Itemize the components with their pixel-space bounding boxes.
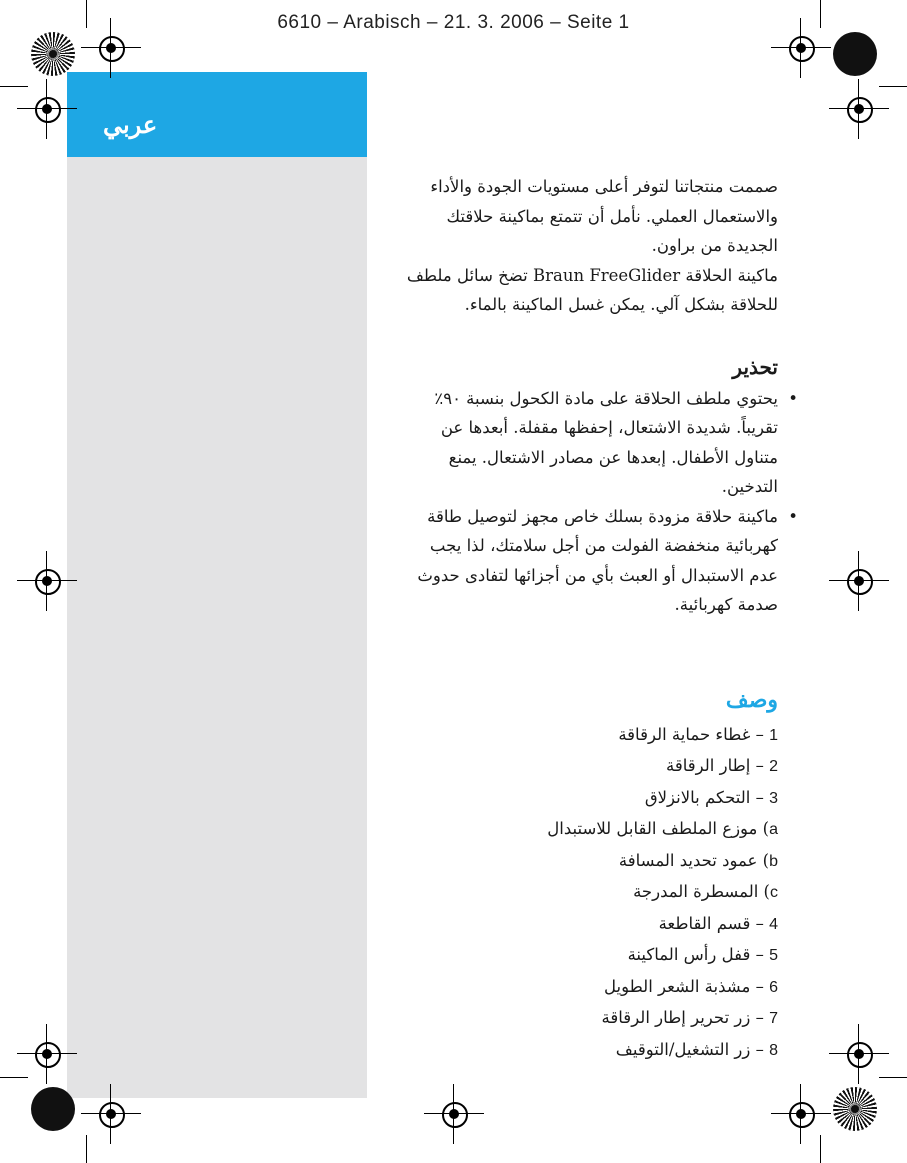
intro-paragraph-1: صممت منتجاتنا لتوفر أعلى مستويات الجودة والأداء والاستعمال العملي. نأمل أن تتمتع بماكينة حلاقتك الجديدة من براون. xyxy=(430,177,778,255)
part-separator: ) xyxy=(757,850,770,870)
part-separator: – xyxy=(750,724,770,744)
part-separator: – xyxy=(750,756,770,775)
warning-item-text: ماكينة حلاقة مزودة بسلك خاص مجهز لتوصيل طاقة كهربائية منخفضة الفولت من أجل سلامتك، لذا يجب عدم الاستبدال أو العبث بأي من أجزائها لتفادى حدوث صدمة كهربائية. xyxy=(417,506,778,614)
part-subitem xyxy=(398,846,778,878)
part-item xyxy=(398,1035,778,1067)
part-label: زر التشغيل/التوقيف xyxy=(615,1039,751,1059)
part-separator: – xyxy=(750,976,770,996)
part-separator: – xyxy=(750,787,770,807)
part-subitem xyxy=(398,877,778,909)
registration-dot-icon xyxy=(833,32,877,76)
crop-mark xyxy=(0,86,28,87)
main-content xyxy=(398,172,798,1066)
part-label: قفل رأس الماكينة xyxy=(627,945,751,964)
part-number: 4 xyxy=(769,915,778,933)
part-item xyxy=(398,972,778,1004)
registration-crosshair-icon xyxy=(843,565,875,597)
part-number: 3 xyxy=(769,789,778,807)
bullet-dot: • xyxy=(788,506,798,526)
part-number: b xyxy=(769,852,778,870)
part-label: التحكم بالانزلاق xyxy=(644,787,751,807)
registration-crosshair-icon xyxy=(843,93,875,125)
crop-mark xyxy=(820,1135,821,1163)
registration-crosshair-icon xyxy=(843,1038,875,1070)
part-separator: – xyxy=(750,913,770,933)
registration-starburst-icon xyxy=(833,1087,877,1131)
part-label: عمود تحديد المسافة xyxy=(618,850,758,870)
part-separator: – xyxy=(750,1008,770,1027)
part-label: غطاء حماية الرقاقة xyxy=(618,724,751,744)
part-number: 8 xyxy=(769,1041,778,1059)
part-number: 5 xyxy=(769,947,778,964)
part-number: a xyxy=(769,821,778,838)
registration-crosshair-icon xyxy=(95,32,127,64)
registration-crosshair-icon xyxy=(785,1098,817,1130)
part-label: زر تحرير إطار الرقاقة xyxy=(601,1008,751,1027)
warning-item-text: يحتوي ملطف الحلاقة على مادة الكحول بنسبة ٩٠٪ تقريباً. شديدة الاشتعال، إحفظها مقفلة. أبعدها عن متناول الأطفال. إبعدها عن مصادر الاشتعال. يمنع التدخين. xyxy=(434,388,778,496)
registration-crosshair-icon xyxy=(95,1098,127,1130)
registration-dot-icon xyxy=(31,1087,75,1131)
part-number: 7 xyxy=(769,1010,778,1027)
part-number: 2 xyxy=(769,758,778,775)
sidebar-column xyxy=(67,157,367,1098)
part-separator: – xyxy=(750,1039,770,1059)
registration-crosshair-icon xyxy=(785,32,817,64)
registration-crosshair-icon xyxy=(31,93,63,125)
part-separator: ) xyxy=(757,819,770,838)
crop-mark xyxy=(879,86,907,87)
warning-item xyxy=(398,502,798,620)
language-label: عربي xyxy=(103,110,158,139)
part-item xyxy=(398,909,778,941)
crop-mark xyxy=(86,0,87,28)
registration-crosshair-icon xyxy=(31,1038,63,1070)
intro-paragraph-2: ماكينة الحلاقة Braun FreeGlider تضخ سائل ملطف للحلاقة بشكل آلي. يمكن غسل الماكينة بالماء. xyxy=(406,265,778,314)
running-header: 6610 – Arabisch – 21. 3. 2006 – Seite 1 xyxy=(277,12,630,33)
part-label: المسطرة المدرجة xyxy=(633,882,759,901)
registration-starburst-icon xyxy=(31,32,75,76)
part-item xyxy=(398,1003,778,1035)
parts-list xyxy=(398,720,778,1067)
warning-heading: تحذير xyxy=(732,354,778,379)
part-label: إطار الرقاقة xyxy=(666,756,751,775)
part-separator: ) xyxy=(758,882,770,901)
part-number: c xyxy=(770,884,778,901)
part-separator: – xyxy=(750,945,770,964)
part-number: 1 xyxy=(769,726,778,744)
description-heading: وصف xyxy=(725,686,778,713)
warning-item xyxy=(398,384,798,502)
part-item xyxy=(398,783,778,815)
crop-mark xyxy=(820,0,821,28)
crop-mark xyxy=(879,1077,907,1078)
part-label: مشذبة الشعر الطويل xyxy=(604,976,751,996)
part-item xyxy=(398,720,778,752)
part-subitem xyxy=(398,814,778,846)
part-number: 6 xyxy=(769,978,778,996)
language-tab xyxy=(67,72,367,157)
part-item xyxy=(398,940,778,972)
warning-list xyxy=(398,384,798,620)
crop-mark xyxy=(86,1135,87,1163)
part-label: قسم القاطعة xyxy=(658,913,751,933)
part-item xyxy=(398,751,778,783)
registration-crosshair-icon xyxy=(438,1098,470,1130)
crop-mark xyxy=(0,1077,28,1078)
bullet-dot: • xyxy=(788,388,798,408)
registration-crosshair-icon xyxy=(31,565,63,597)
part-label: موزع الملطف القابل للاستبدال xyxy=(547,819,758,838)
